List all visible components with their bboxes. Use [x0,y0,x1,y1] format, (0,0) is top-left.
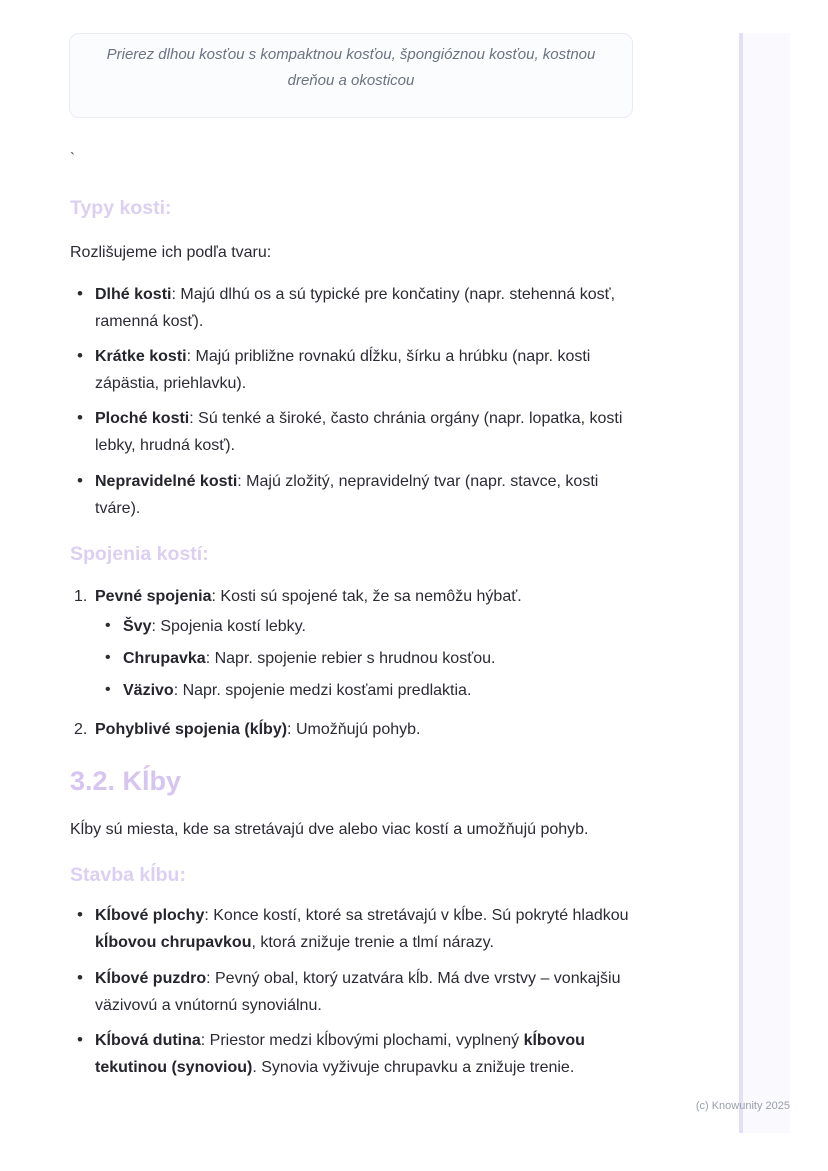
list-number: 1. [74,588,88,606]
section-heading-stavba-klbu: Stavba kĺbu: [70,863,186,886]
stray-backtick-character: ` [70,150,75,167]
list-item-pohyblive-spojenia [70,716,633,743]
definition: , ktorá znižuje trenie a tlmí nárazy. [251,934,494,952]
definition: : Napr. spojenie rebier s hrudnou kosťou. [205,649,496,667]
definition: : Kosti sú spojené tak, že sa nemôžu hýbať. [211,588,522,606]
list-item-klbove-puzdro [70,965,633,1019]
term: Kĺbová dutina [95,1031,201,1049]
fixed-connections-sublist [95,613,633,705]
term: kĺbovou tekutinou (synoviou) [95,1031,585,1077]
list-item-text [95,583,633,610]
list-item-kratke-kosti [70,343,633,397]
list-number: 2. [74,721,88,739]
definition: : Pevný obal, ktorý uzatvára kĺb. Má dve vrstvy – vonkajšiu väzivovú a vnútornú synoviálnu. [95,969,621,1014]
list-item-body [95,716,633,743]
figure-caption: Prierez dlhou kosťou s kompaktnou kosťou, špongióznou kosťou, kostnou dreňou a okosticou [106,46,596,90]
definition: : Majú zložitý, nepravidelný tvar (napr. stavce, kosti tváre). [95,472,599,517]
term: Kĺbové plochy [95,907,205,925]
sublist-item-chrupavka [99,645,633,672]
list-item-klbove-plochy [70,902,633,956]
copyright-footer: (c) Knowunity 2025 [695,1100,790,1112]
joint-structure-list [70,902,633,1081]
page-edge-band [739,33,790,1133]
definition: : Majú približne rovnakú dĺžku, šírku a hrúbku (napr. kosti zápästia, priehlavku). [95,347,591,393]
term: Väzivo [123,681,174,699]
definition: : Spojenia kostí lebky. [151,617,306,635]
list-item-body [95,583,633,709]
section-heading-typy-kosti: Typy kosti: [70,197,172,219]
term: Pohyblivé spojenia (kĺby) [95,721,288,739]
term: Kĺbové puzdro [95,969,207,987]
paragraph-klby-intro: Kĺby sú miesta, kde sa stretávajú dve alebo viac kostí a umožňujú pohyb. [70,820,589,838]
term: Krátke kosti [95,347,187,365]
bone-connections-list [70,583,633,743]
list-item-klbova-dutina [70,1027,633,1081]
definition: : Umožňujú pohyb. [287,721,421,739]
definition: : Sú tenké a široké, často chránia orgány (napr. lopatka, kosti lebky, hrudná kosť). [95,410,623,455]
term: Pevné spojenia [95,588,212,606]
chapter-heading-klby: 3.2. Kĺby [70,766,182,797]
term: Švy [123,617,152,635]
paragraph-rozlisujeme: Rozlišujeme ich podľa tvaru: [70,244,272,262]
sublist-item-svy [99,613,633,640]
definition: : Konce kostí, ktoré sa stretávajú v kĺbe. Sú pokryté hladkou [204,907,629,925]
section-heading-spojenia-kosti: Spojenia kostí: [70,543,209,566]
document-page-content [70,0,633,1089]
term: Ploché kosti [95,410,190,428]
list-item-ploche-kosti [70,405,633,459]
term: Nepravidelné kosti [95,472,238,490]
term: Chrupavka [123,649,206,667]
term: kĺbovou chrupavkou [95,934,252,952]
definition: : Majú dlhú os a sú typické pre končatiny (napr. stehenná kosť, ramenná kosť). [95,285,616,330]
bone-types-list [70,281,633,523]
term: Dlhé kosti [95,285,172,303]
definition: . Synovia vyživuje chrupavku a znižuje trenie. [252,1059,575,1077]
list-item-nepravidelne-kosti [70,468,633,522]
sublist-item-vazivo [99,677,633,704]
figure-caption-box [69,33,633,118]
list-item-pevne-spojenia [70,583,633,709]
definition: : Napr. spojenie medzi kosťami predlaktia. [173,681,472,699]
definition: : Priestor medzi kĺbovými plochami, vyplnený [200,1031,524,1049]
list-item-dlhe-kosti [70,281,633,335]
